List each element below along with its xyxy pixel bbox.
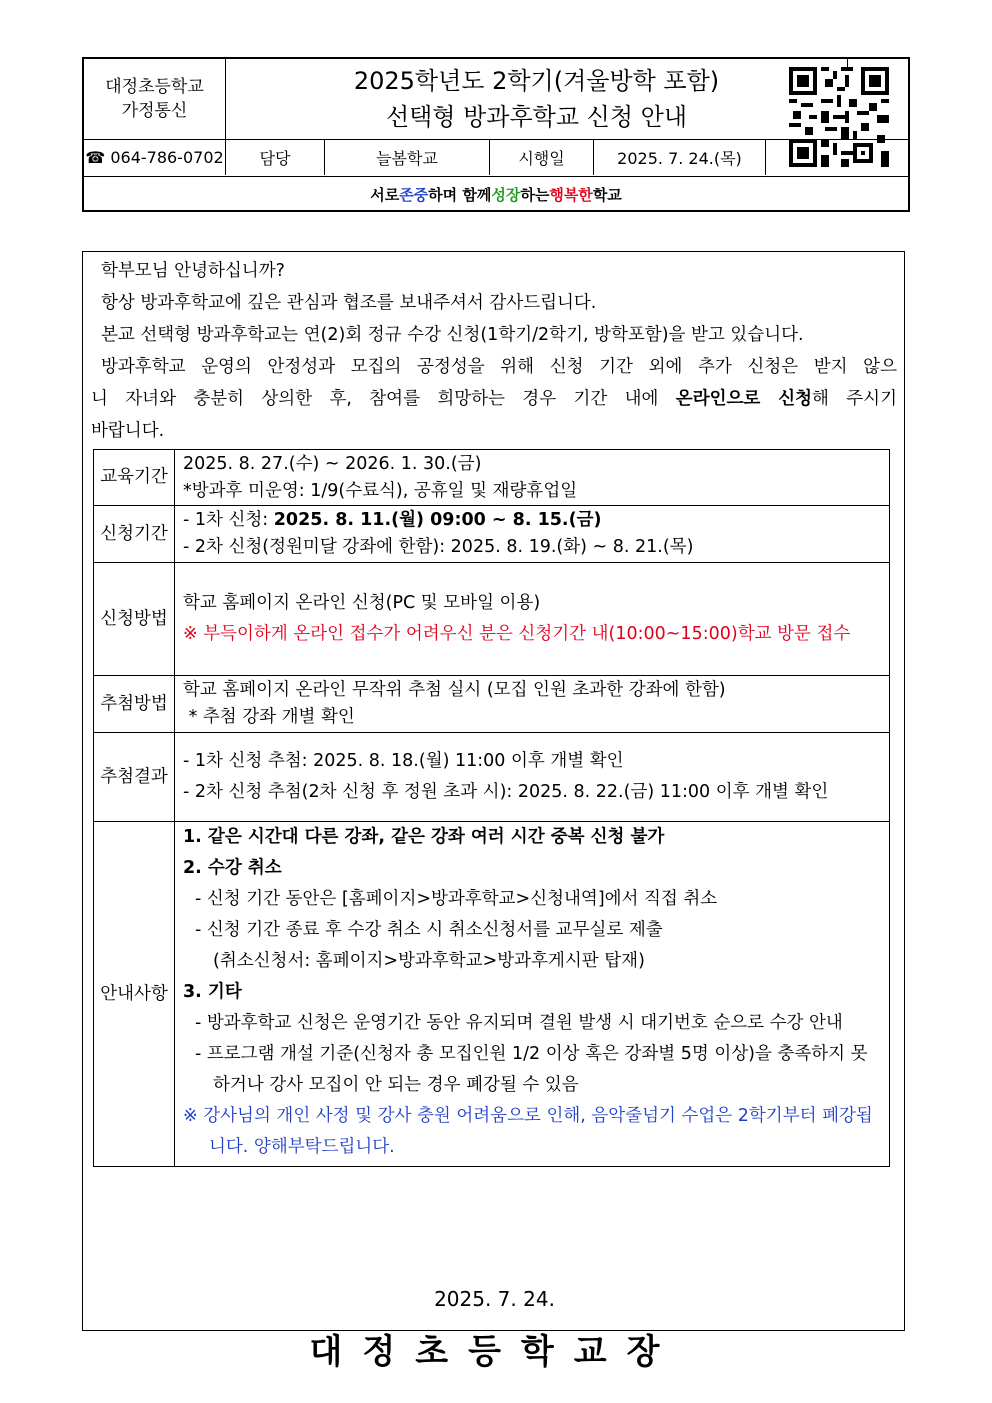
intro-text xyxy=(91,255,897,447)
table-row xyxy=(94,506,890,563)
school-name-line1: 대정초등학교 xyxy=(105,77,204,97)
intro-thanks: 항상 방과후학교에 깊은 관심과 협조를 보내주셔서 감사드립니다. xyxy=(101,293,597,313)
notice-item1: 1. 같은 시간대 다른 강좌, 같은 강좌 여러 시간 중복 신청 불가 xyxy=(183,827,665,847)
notice-label: 안내사항 xyxy=(94,822,175,1167)
apply-round1-dates: 2025. 8. 11.(월) 09:00 ~ 8. 15.(금) xyxy=(273,510,602,530)
notice-cancel-after: - 신청 기간 종료 후 수강 취소 시 취소신청서를 교무실로 제출 xyxy=(195,920,663,940)
manager-label: 담당 xyxy=(226,140,325,175)
table-row xyxy=(94,822,890,1167)
footer-date: 2025. 7. 24. xyxy=(434,1287,555,1311)
table-row xyxy=(94,676,890,733)
title-line2: 선택형 방과후학교 신청 안내 xyxy=(385,103,688,131)
motto-word-respect: 존중 xyxy=(399,185,429,204)
lottery-method-value xyxy=(175,676,890,733)
manager-value: 늘봄학교 xyxy=(325,140,490,175)
letter-body xyxy=(82,251,905,1372)
apply-method-visit-note: ※ 부득이하게 온라인 접수가 어려우신 분은 신청기간 내(10:00~15:00)학교 방문 접수 xyxy=(183,624,851,644)
school-name xyxy=(84,59,226,139)
lottery-result-label: 추첨결과 xyxy=(94,733,175,822)
table-row xyxy=(94,450,890,506)
lottery-result-value xyxy=(175,733,890,822)
notice-cancel-during: - 신청 기간 동안은 [홈페이지>방과후학교>신청내역]에서 직접 취소 xyxy=(195,889,718,909)
table-row xyxy=(94,733,890,822)
lottery-result-round2: - 2차 신청 추첨(2차 신청 후 정원 초과 시): 2025. 8. 22.(금) 11:00 이후 개별 확인 xyxy=(183,782,829,802)
apply-method-online: 학교 홈페이지 온라인 신청(PC 및 모바일 이용) xyxy=(183,593,541,613)
motto-word-happy: 행복한 xyxy=(549,185,593,204)
phone-number[interactable]: ☎ 064-786-0702 xyxy=(84,140,226,175)
notice-class-closed: ※ 강사님의 개인 사정 및 강사 충원 어려움으로 인해, 음악줄넘기 수업은 2학기부터 폐강됩니다. 양해부탁드립니다. xyxy=(183,1106,873,1157)
apply-method-label: 신청방법 xyxy=(94,563,175,676)
motto-part2: 하며 함께 xyxy=(428,185,492,204)
date-label: 시행일 xyxy=(490,140,594,175)
motto-part4: 학교 xyxy=(592,185,622,204)
apply-round1-label: - 1차 신청: xyxy=(183,510,274,530)
title-line1: 2025학년도 2학기(겨울방학 포함) xyxy=(353,67,720,95)
intro-policy-line1: 방과후학교 운영의 안정성과 모집의 공정성을 위해 신청 기간 외에 추가 신청은 받지 않으 xyxy=(101,357,897,377)
intro-greeting: 학부모님 안녕하십니까? xyxy=(101,261,285,281)
apply-round2: - 2차 신청(정원미달 강좌에 한함): 2025. 8. 19.(화) ~ 8. 21.(목) xyxy=(183,537,694,557)
intro-policy-text: 니 자녀와 충분히 상의한 후, 참여를 희망하는 경우 기간 내에 xyxy=(91,389,676,409)
motto-word-growth: 성장 xyxy=(491,185,521,204)
edu-period-note: *방과후 미운영: 1/9(수료식), 공휴일 및 재량휴업일 xyxy=(183,480,578,501)
lottery-method-label: 추첨방법 xyxy=(94,676,175,733)
info-table xyxy=(93,449,890,1167)
notice-item2: 2. 수강 취소 xyxy=(183,858,282,878)
intro-closing: 바랍니다. xyxy=(91,421,165,441)
lottery-result-round1: - 1차 신청 추첨: 2025. 8. 18.(월) 11:00 이후 개별 확인 xyxy=(183,751,624,771)
intro-policy-end: 해 주시기 xyxy=(812,389,897,409)
apply-method-value xyxy=(175,563,890,676)
header-info-row xyxy=(84,139,908,176)
notice-waitlist: - 방과후학교 신청은 운영기간 동안 유지되며 결원 발생 시 대기번호 순으로 수강 안내 xyxy=(195,1013,843,1033)
apply-period-label: 신청기간 xyxy=(94,506,175,563)
notice-open-criteria: - 프로그램 개설 기준(신청자 총 모집인원 1/2 이상 혹은 강좌별 5명 이상)을 충족하지 못하거나 강사 모집이 안 되는 경우 폐강될 수 있음 xyxy=(195,1044,868,1095)
school-name-line2: 가정통신 xyxy=(121,101,188,121)
intro-policy-line2 xyxy=(91,383,897,415)
motto-part1: 서로 xyxy=(370,185,400,204)
table-row xyxy=(94,563,890,676)
apply-round1 xyxy=(183,507,881,534)
intro-schedule: 본교 선택형 방과후학교는 연(2)회 정규 수강 신청(1학기/2학기, 방학포함)을 받고 있습니다. xyxy=(101,325,804,345)
school-motto xyxy=(84,176,908,211)
lottery-method-note: * 추첨 강좌 개별 확인 xyxy=(183,707,355,727)
letter-header xyxy=(82,57,910,212)
edu-period-dates: 2025. 8. 27.(수) ~ 2026. 1. 30.(금) xyxy=(183,453,482,474)
edu-period-label: 교육기간 xyxy=(94,450,175,506)
motto-part3: 하는 xyxy=(520,185,550,204)
notice-value xyxy=(175,822,890,1167)
principal-signature: 대정초등학교장 xyxy=(309,1332,680,1372)
lottery-method-desc: 학교 홈페이지 온라인 무작위 추첨 실시 (모집 인원 초과한 강좌에 한함) xyxy=(183,680,726,700)
document-title xyxy=(226,59,848,139)
issue-date: 2025. 7. 24.(목) xyxy=(594,140,766,175)
notice-item3: 3. 기타 xyxy=(183,982,242,1002)
apply-period-value xyxy=(175,506,890,563)
intro-online-emphasis: 온라인으로 신청 xyxy=(675,389,813,409)
edu-period-value xyxy=(175,450,890,506)
notice-cancel-form: (취소신청서: 홈페이지>방과후학교>방과후게시판 탑재) xyxy=(213,951,645,971)
